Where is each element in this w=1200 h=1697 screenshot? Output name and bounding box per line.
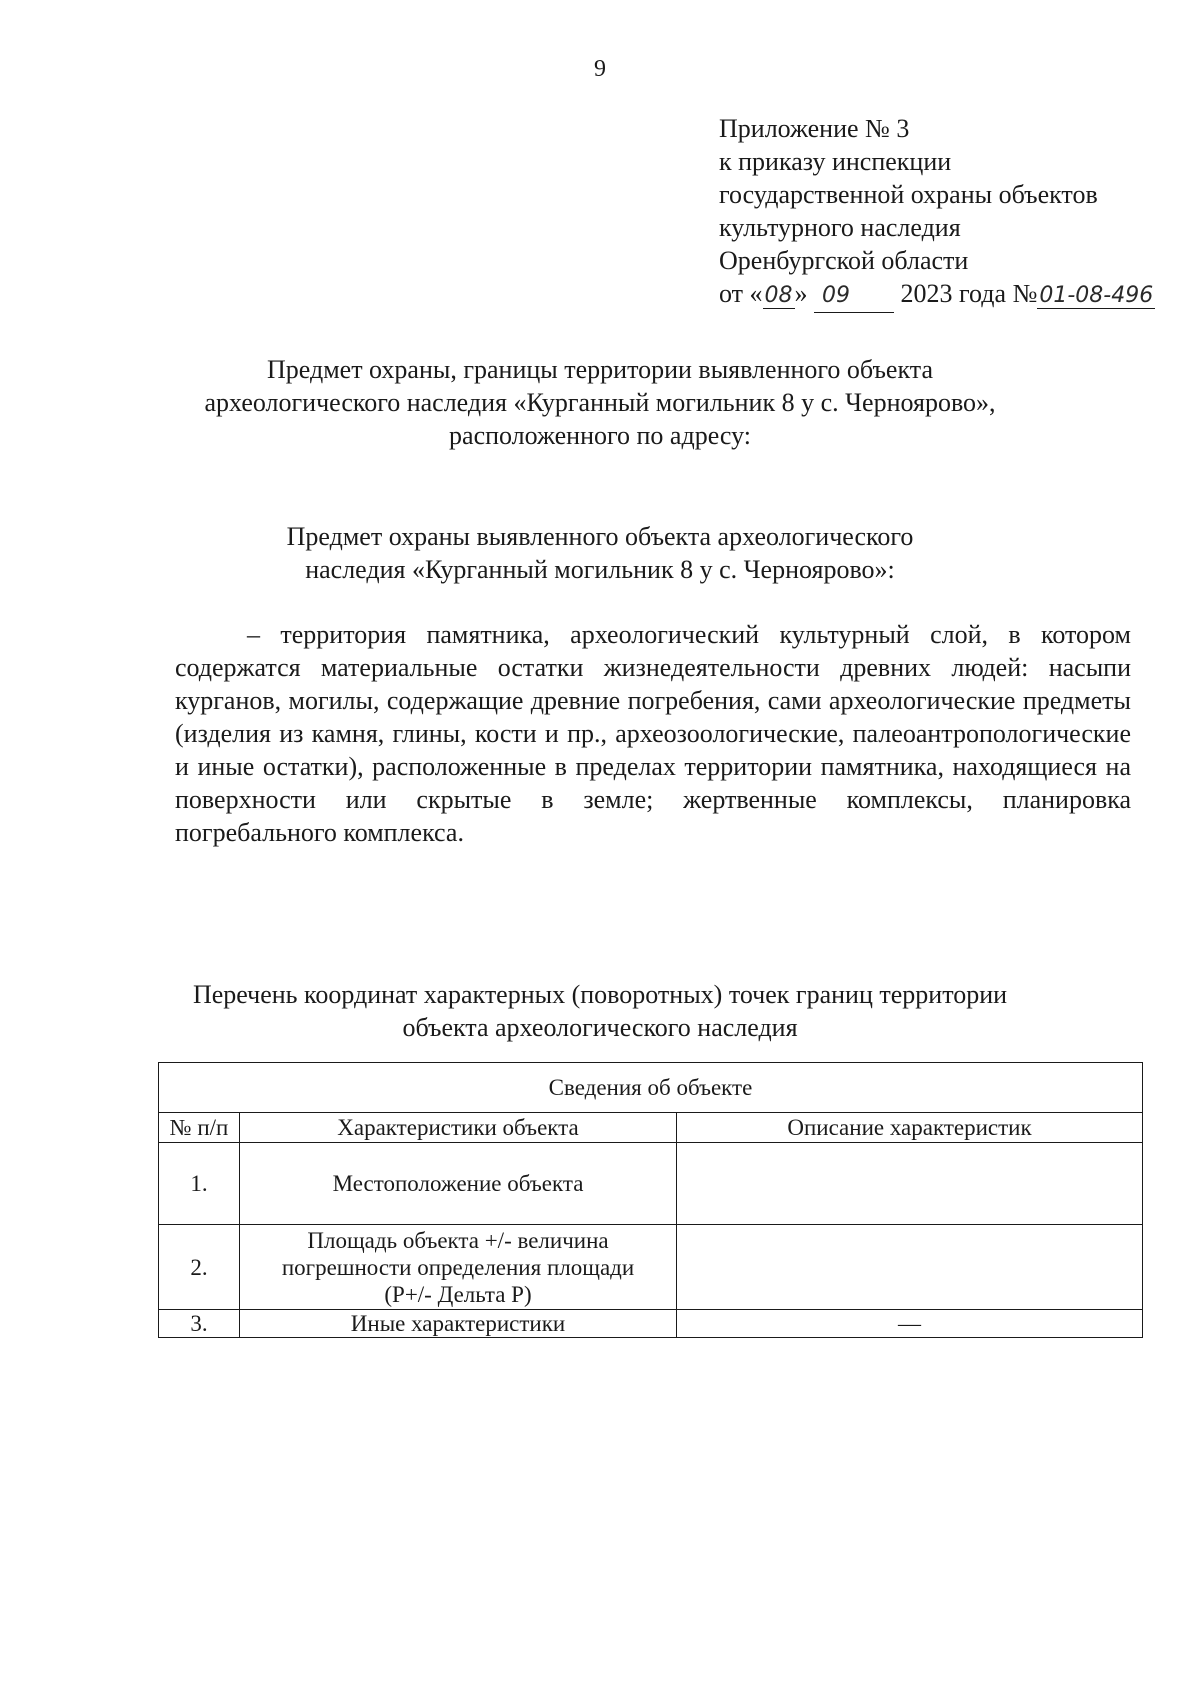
- protection-subject-paragraph: – территория памятника, археологический культурный слой, в котором содержатся материальные остатки жизнедеятельности древних людей: насыпи курганов, могилы, содержащие древние погребения, сами археологические предметы (изделия из камня, глины, кости и пр., археозоологические, палеоантропологические и иные остатки), расположенные в пределах территории памятника, находящиеся на поверхности или скрытые в земле; жертвенные комплексы, планировка погребального комплекса.: [175, 620, 1131, 847]
- handwritten-date-month: 09: [814, 279, 894, 313]
- appendix-line: культурного наследия: [719, 213, 961, 242]
- row-characteristic: Местоположение объекта: [240, 1143, 677, 1225]
- appendix-line: к приказу инспекции: [719, 147, 952, 176]
- row-characteristic-line: Площадь объекта +/- величина: [307, 1227, 609, 1253]
- row-num: 2.: [159, 1225, 240, 1310]
- row-characteristic: Иные характеристики: [240, 1310, 677, 1338]
- header-characteristic: Характеристики объекта: [240, 1113, 677, 1143]
- handwritten-date-day: 08: [764, 283, 793, 308]
- protection-subject-title: [0, 520, 1200, 586]
- table-row: [159, 1225, 1143, 1310]
- main-title-line: расположенного по адресу:: [449, 421, 751, 450]
- date-year-text: 2023 года №: [900, 279, 1038, 308]
- row-description: —: [677, 1310, 1143, 1338]
- page-number: 9: [594, 56, 606, 82]
- header-num: № п/п: [159, 1113, 240, 1143]
- row-characteristic: [240, 1225, 677, 1310]
- date-quote-close: »: [794, 279, 808, 308]
- row-description: [677, 1225, 1143, 1310]
- coordinates-title: [0, 978, 1200, 1044]
- row-num: 3.: [159, 1310, 240, 1338]
- main-title-line: археологического наследия «Курганный могильник 8 у с. Черноярово»,: [204, 388, 996, 417]
- subject-title-line: Предмет охраны выявленного объекта археологического: [286, 522, 914, 551]
- row-description: [677, 1143, 1143, 1225]
- appendix-line: Оренбургской области: [719, 246, 969, 275]
- row-num: 1.: [159, 1143, 240, 1225]
- table-caption: Сведения об объекте: [159, 1063, 1143, 1113]
- appendix-line: Приложение № 3: [719, 114, 910, 143]
- coord-title-line: Перечень координат характерных (поворотных) точек границ территории: [192, 980, 1008, 1009]
- header-description: Описание характеристик: [677, 1113, 1143, 1143]
- object-info-table: [158, 1062, 1143, 1338]
- subject-title-line: наследия «Курганный могильник 8 у с. Черноярово»:: [305, 555, 895, 584]
- coord-title-line: объекта археологического наследия: [402, 1013, 798, 1042]
- table-row: [159, 1310, 1143, 1338]
- row-characteristic-line: (Р+/- Дельта Р): [384, 1281, 532, 1307]
- appendix-block: [719, 112, 1155, 313]
- appendix-date-line: [719, 277, 1155, 313]
- main-title-line: Предмет охраны, границы территории выявленного объекта: [267, 355, 933, 384]
- appendix-line: государственной охраны объектов: [719, 180, 1098, 209]
- main-title: [0, 353, 1200, 452]
- date-prefix: от «: [719, 279, 763, 308]
- table-row: [159, 1143, 1143, 1225]
- handwritten-order-number: 01-08-496: [1039, 283, 1154, 308]
- row-characteristic-line: погрешности определения площади: [281, 1254, 635, 1280]
